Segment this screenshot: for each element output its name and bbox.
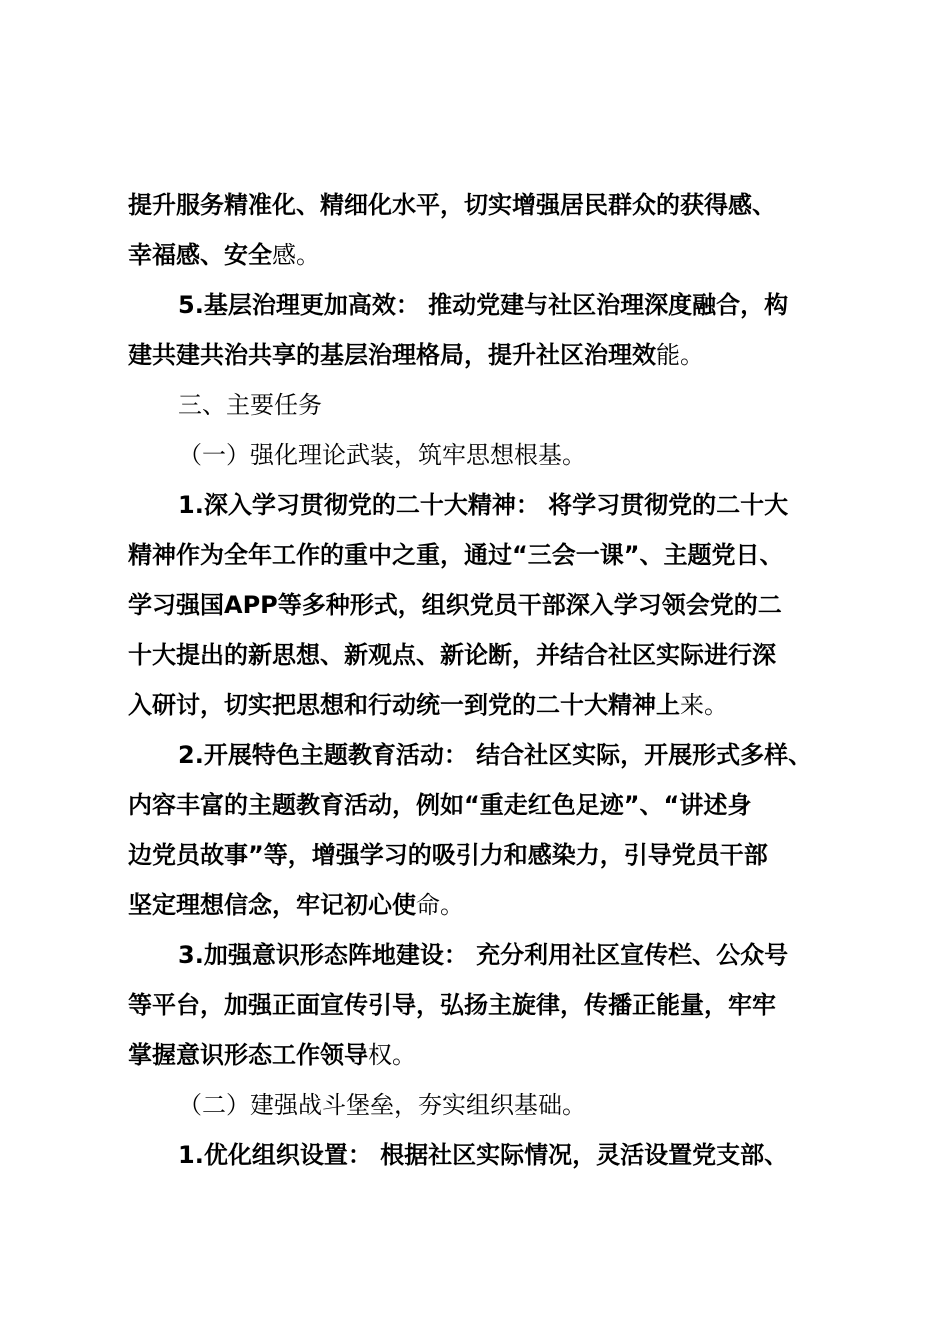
text-line: 坚定理想信念，牢记初心使命。	[128, 891, 464, 919]
text-line: 精神作为全年工作的重中之重，通过“三会一课”、主题党日、	[128, 541, 784, 569]
text-line: 边党员故事”等，增强学习的吸引力和感染力，引导党员干部	[128, 841, 768, 869]
text-line: 1.优化组织设置： 根据社区实际情况，灵活设置党支部、	[178, 1141, 789, 1169]
text-line: 幸福感、安全感。	[128, 241, 320, 269]
text-line: 3.加强意识形态阵地建设： 充分利用社区宣传栏、公众号	[178, 941, 789, 969]
text-line: 提升服务精准化、精细化水平，切实增强居民群众的获得感、	[128, 191, 776, 219]
text-line: 内容丰富的主题教育活动，例如“重走红色足迹”、“讲述身	[128, 791, 752, 819]
text-line: 1.深入学习贯彻党的二十大精神： 将学习贯彻党的二十大	[178, 491, 789, 519]
text-line: 十大提出的新思想、新观点、新论断，并结合社区实际进行深	[128, 641, 776, 669]
text-line: 5.基层治理更加高效： 推动党建与社区治理深度融合，构	[178, 291, 789, 319]
text-line: 等平台，加强正面宣传引导，弘扬主旋律，传播正能量，牢牢	[128, 991, 776, 1019]
section-heading: 三、主要任务	[178, 391, 322, 419]
subsection-heading: （一）强化理论武装，筑牢思想根基。	[178, 441, 586, 469]
text-line: 学习强国APP等多种形式，组织党员干部深入学习领会党的二	[128, 591, 782, 619]
subsection-heading: （二）建强战斗堡垒，夯实组织基础。	[178, 1091, 586, 1119]
text-line: 建共建共治共享的基层治理格局，提升社区治理效能。	[128, 341, 704, 369]
text-line: 掌握意识形态工作领导权。	[128, 1041, 416, 1069]
text-line: 2.开展特色主题教育活动： 结合社区实际，开展形式多样、	[178, 741, 813, 769]
text-line: 入研讨，切实把思想和行动统一到党的二十大精神上来。	[128, 691, 728, 719]
